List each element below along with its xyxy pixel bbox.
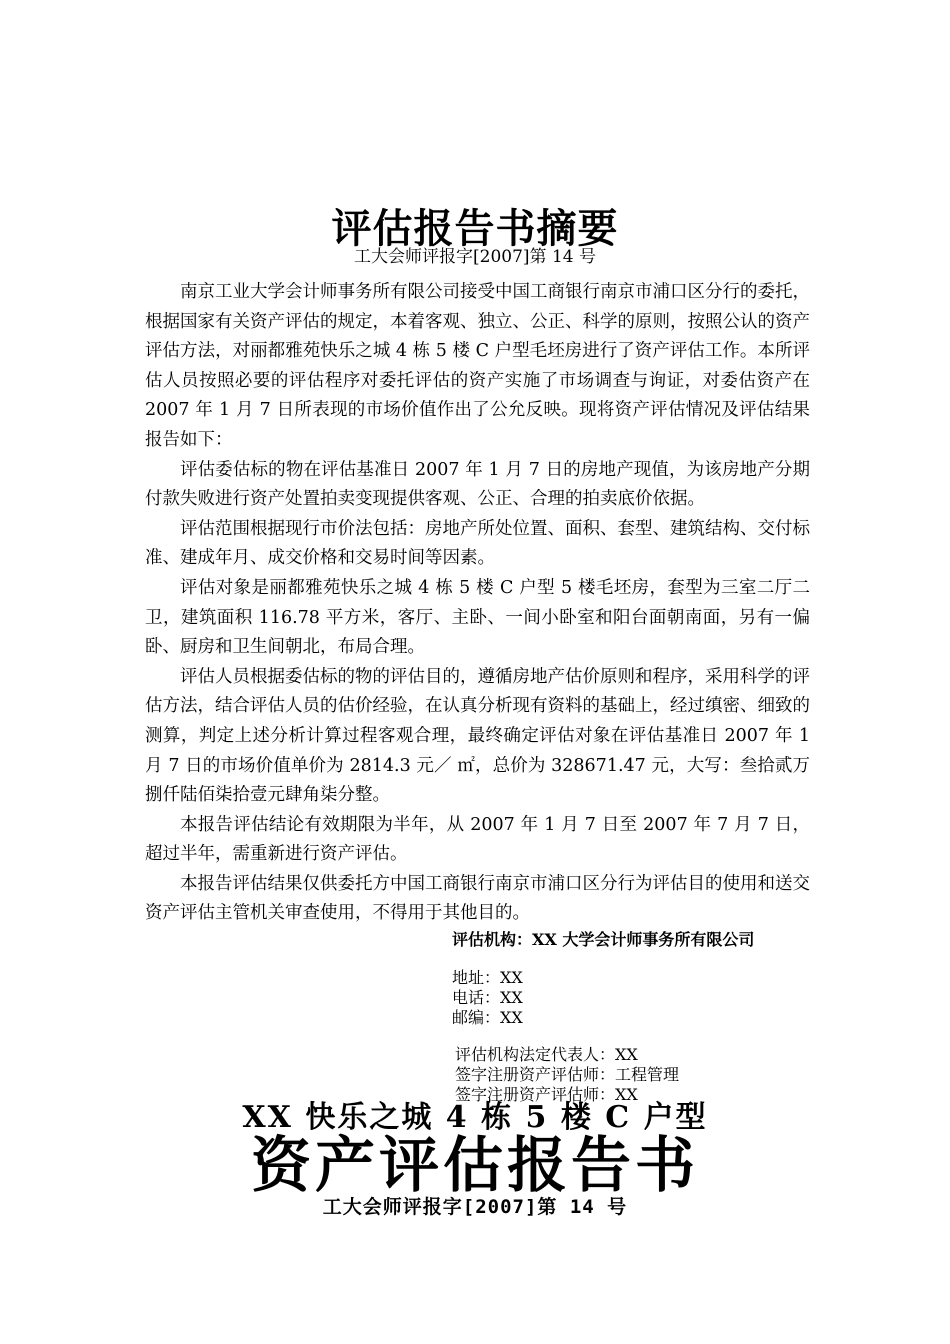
paragraph-result: 评估人员根据委估标的物的评估目的，遵循房地产估价原则和程序，采用科学的评估方法，结合评估人员的估价经验，在认真分析现有资料的基础上，经过缜密、细致的测算，判定上述分析计算过程客观合理，最终确定评估对象在评估基准日 2007 年 1 月 7 日的市场价值单价为 2814.3 元／ ㎡，总价为 328671.47 元，大写：叁拾贰万捌仟陆佰柒拾壹元肆角柒分整。 xyxy=(145,666,810,806)
summary-title: 评估报告书摘要 xyxy=(331,205,619,252)
summary-doc-number: 工大会师评报字[2007]第 14 号 xyxy=(354,247,596,267)
paragraph-object: 评估对象是丽都雅苑快乐之城 4 栋 5 楼 C 户型 5 楼毛坯房，套型为三室二厅二卫，建筑面积 116.78 平方米，客厅、主卧、一间小卧室和阳台面朝南面，另有一偏卧、厨房和卫生间朝北，布局合理。 xyxy=(145,577,810,658)
phone-line: 电话：XX xyxy=(452,988,523,1007)
paragraph-scope: 评估范围根据现行市价法包括：房地产所处位置、面积、套型、建筑结构、交付标准、建成年月、成交价格和交易时间等因素。 xyxy=(145,518,810,569)
summary-body xyxy=(145,278,810,929)
signatures xyxy=(455,1045,679,1105)
appraiser-signature-2: 签字注册资产评估师：XX xyxy=(455,1085,638,1104)
cover-title: 资产评估报告书 xyxy=(251,1131,699,1201)
paragraph-validity: 本报告评估结论有效期限为半年，从 2007 年 1 月 7 日至 2007 年 7 月 7 日，超过半年，需重新进行资产评估。 xyxy=(145,814,810,865)
cover-doc-number: 工大会师评报字[2007]第 14 号 xyxy=(322,1196,628,1218)
paragraph-usage: 本报告评估结果仅供委托方中国工商银行南京市浦口区分行为评估目的使用和送交资产评估主管机关审查使用，不得用于其他目的。 xyxy=(145,873,810,924)
contact-info xyxy=(452,968,523,1028)
paragraph-intro: 南京工业大学会计师事务所有限公司接受中国工商银行南京市浦口区分行的委托，根据国家有关资产评估的规定，本着客观、独立、公正、科学的原则，按照公认的资产评估方法，对丽都雅苑快乐之城 4 栋 5 楼 C 户型毛坯房进行了资产评估工作。本所评估人员按照必要的评估程序对委托评估的资产实施了市场调查与询证，对委估资产在 2007 年 1 月 7 日所表现的市场价值作出了公允反映。现将资产评估情况及评估结果报告如下： xyxy=(145,282,810,450)
cover-subtitle: XX 快乐之城 4 栋 5 楼 C 户型 xyxy=(242,1100,708,1135)
appraisal-organization: 评估机构：XX 大学会计师事务所有限公司 xyxy=(452,930,755,949)
postcode-line: 邮编：XX xyxy=(452,1008,523,1027)
paragraph-purpose: 评估委估标的物在评估基准日 2007 年 1 月 7 日的房地产现值，为该房地产分期付款失败进行资产处置拍卖变现提供客观、公正、合理的拍卖底价依据。 xyxy=(145,459,810,510)
address-line: 地址：XX xyxy=(452,968,523,987)
appraiser-signature-1: 签字注册资产评估师：工程管理 xyxy=(455,1065,680,1084)
legal-representative: 评估机构法定代表人：XX xyxy=(455,1045,638,1064)
